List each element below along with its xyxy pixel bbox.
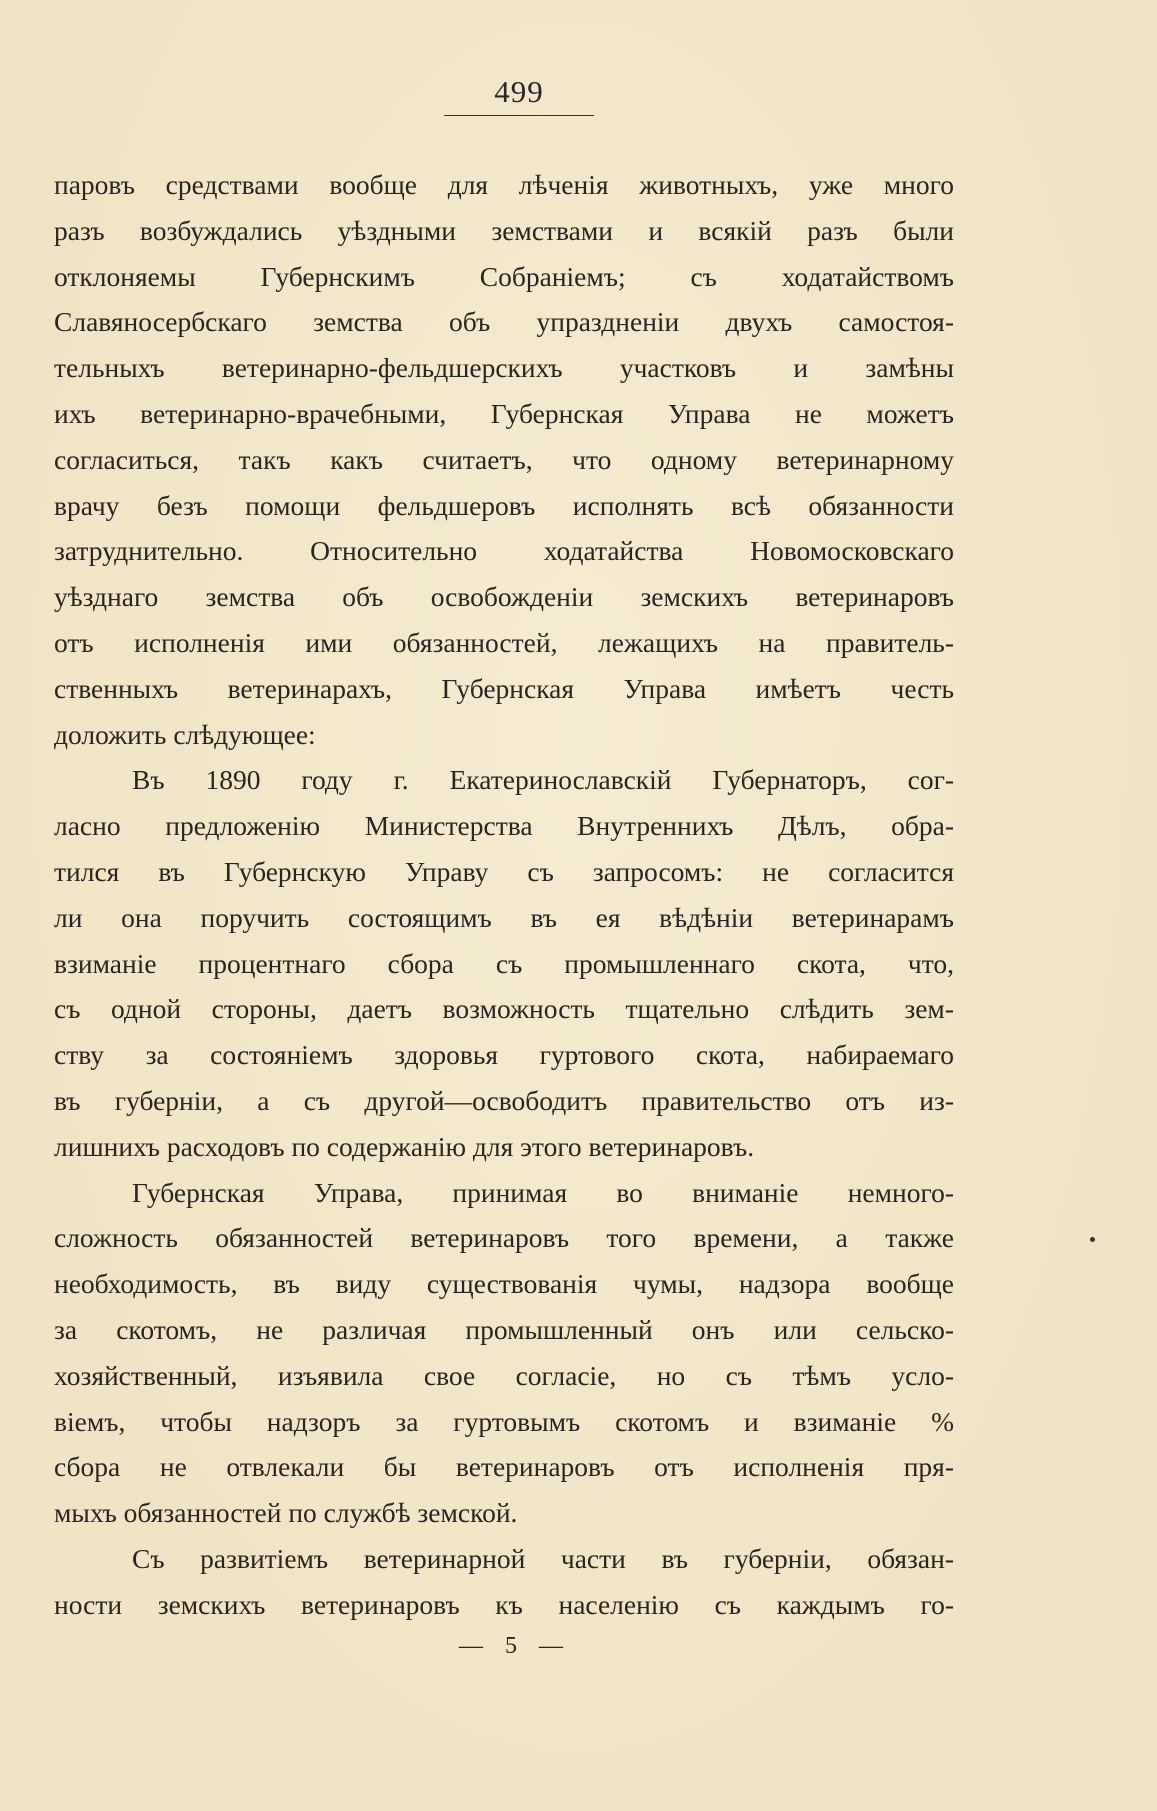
text-line: врачу безъ помощи фельдшеровъ исполнять всѣ обязанности: [54, 489, 954, 521]
paragraph-first-line: Съ развитіемъ ветеринарной части въ губерніи, обязан-: [132, 1542, 954, 1574]
header-rule: [444, 115, 594, 116]
text-line: отклоняемы Губернскимъ Собраніемъ; съ ходатайствомъ: [54, 260, 954, 292]
text-line: за скотомъ, не различая промышленный онъ или сельско-: [54, 1313, 954, 1345]
text-line: паровъ средствами вообще для лѣченія животныхъ, уже много: [54, 169, 954, 200]
paper-speck: [1090, 1237, 1095, 1242]
text-line: въ губерніи, а съ другой—освободитъ правительство отъ из-: [54, 1084, 954, 1116]
text-line: затруднительно. Относительно ходатайства Новомосковскаго: [54, 535, 954, 567]
text-line: тился въ Губернскую Управу съ запросомъ: не согласится: [54, 855, 954, 887]
text-line: сложность обязанностей ветеринаровъ того времени, а также: [54, 1222, 954, 1254]
text-line: ихъ ветеринарно-врачебными, Губернская Управа не можетъ: [54, 397, 954, 429]
text-line: доложить слѣдующее:: [54, 718, 316, 750]
text-line: уѣзднаго земства объ освобожденіи земскихъ ветеринаровъ: [54, 581, 954, 613]
text-line: взиманіе процентнаго сбора съ промышленнаго скота, что,: [54, 947, 954, 979]
text-line: мыхъ обязанностей по службѣ земской.: [54, 1497, 518, 1529]
text-line: ласно предложенію Министерства Внутреннихъ Дѣлъ, обра-: [54, 810, 954, 842]
text-line: ственныхъ ветеринарахъ, Губернская Управа имѣетъ честь: [54, 672, 954, 704]
text-line: хозяйственный, изъявила свое согласіе, но съ тѣмъ усло-: [54, 1359, 954, 1391]
text-line: тельныхъ ветеринарно-фельдшерскихъ участковъ и замѣны: [54, 352, 954, 384]
page-number: 499: [494, 74, 544, 109]
signature-mark: — 5 —: [459, 1633, 571, 1659]
text-line: Славяносербскаго земства объ упраздненіи двухъ самостоя-: [54, 306, 954, 338]
text-line: ству за состояніемъ здоровья гуртового скота, набираемаго: [54, 1039, 954, 1071]
text-line: лишнихъ расходовъ по содержанію для этого ветеринаровъ.: [54, 1130, 755, 1162]
text-line: разъ возбуждались уѣздными земствами и всякій разъ были: [54, 214, 954, 246]
text-line: согласиться, такъ какъ считаетъ, что одному ветеринарному: [54, 443, 954, 475]
text-line: необходимость, въ виду существованія чумы, надзора вообще: [54, 1268, 954, 1300]
text-line: сбора не отвлекали бы ветеринаровъ отъ исполненія пря-: [54, 1451, 954, 1483]
text-line: съ одной стороны, даетъ возможность тщательно слѣдить зем-: [54, 993, 954, 1025]
paragraph-first-line: Губернская Управа, принимая во вниманіе немного-: [132, 1176, 954, 1208]
text-line: отъ исполненія ими обязанностей, лежащихъ на правитель-: [54, 626, 954, 658]
text-line: віемъ, чтобы надзоръ за гуртовымъ скотомъ и взиманіе %: [54, 1405, 954, 1437]
body-text: [54, 162, 954, 1628]
paragraph-first-line: Въ 1890 году г. Екатеринославскій Губернаторъ, сог-: [132, 764, 954, 796]
text-line: ли она поручить состоящимъ въ ея вѣдѣніи ветеринарамъ: [54, 901, 954, 933]
text-line: ности земскихъ ветеринаровъ къ населенію съ каждымъ го-: [54, 1588, 954, 1620]
